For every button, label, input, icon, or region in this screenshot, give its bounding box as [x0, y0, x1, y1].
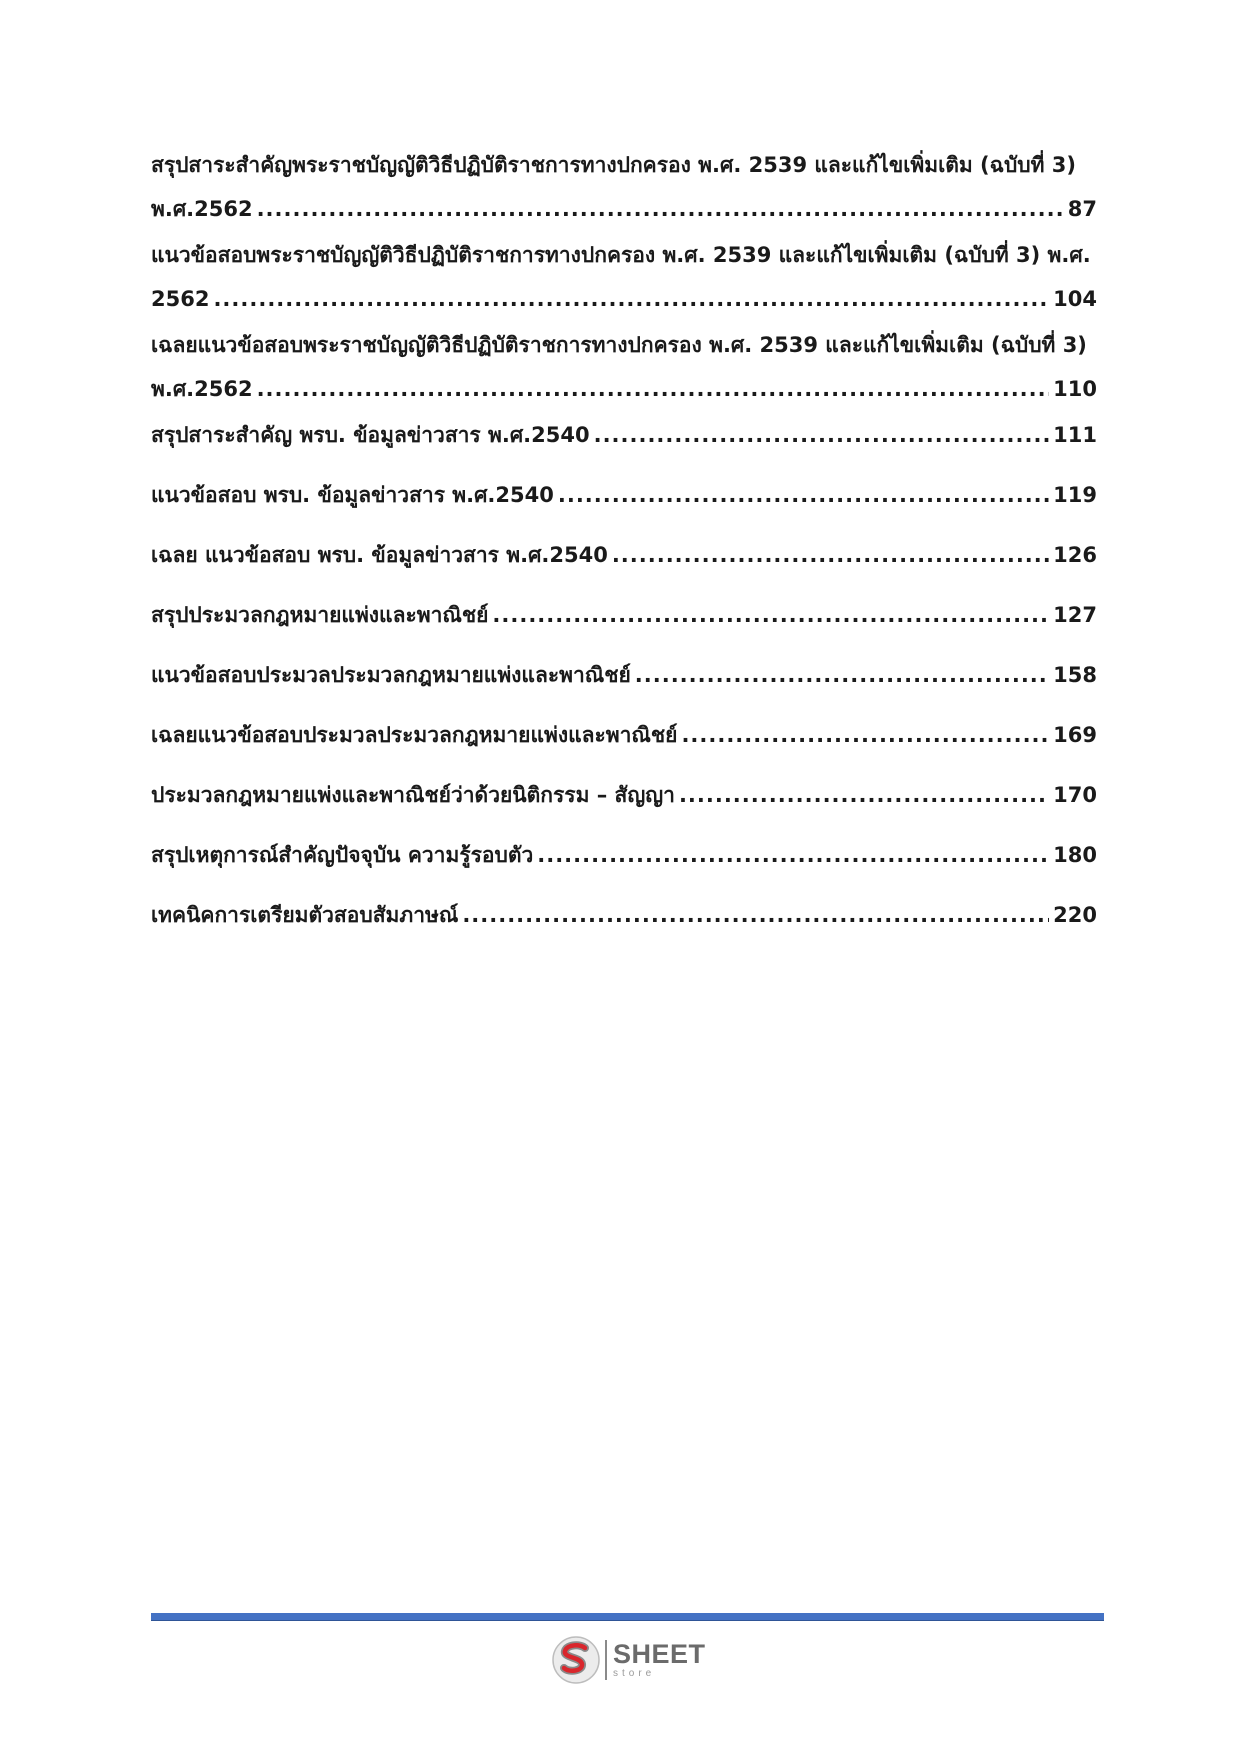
dot-leader	[213, 284, 1049, 314]
toc-entry[interactable]	[151, 600, 1097, 630]
dot-leader	[612, 540, 1049, 570]
toc-entry-title: แนวข้อสอบ พรบ. ข้อมูลข่าวสาร พ.ศ.2540	[151, 483, 554, 507]
table-of-contents	[151, 150, 1097, 960]
toc-entry-title: แนวข้อสอบประมวลประมวลกฎหมายแพ่งและพาณิชย์	[151, 663, 631, 687]
dot-leader	[594, 420, 1050, 450]
toc-entry-title: สรุปประมวลกฎหมายแพ่งและพาณิชย์	[151, 603, 489, 627]
toc-entry-row	[151, 480, 1097, 510]
toc-page-number: 104	[1053, 287, 1097, 311]
toc-entry-row	[151, 840, 1097, 870]
dot-leader	[257, 194, 1064, 224]
logo-separator	[605, 1640, 607, 1680]
toc-entry[interactable]	[151, 660, 1097, 690]
toc-page-number: 170	[1053, 783, 1097, 807]
dot-leader	[681, 720, 1049, 750]
toc-entry-title: พ.ศ.2562	[151, 197, 253, 221]
toc-entry-title: เทคนิคการเตรียมตัวสอบสัมภาษณ์	[151, 903, 459, 927]
sheet-store-logo	[551, 1634, 706, 1686]
toc-entry-title: เฉลยแนวข้อสอบประมวลประมวลกฎหมายแพ่งและพาณิชย์	[151, 723, 678, 747]
toc-entry-row	[151, 284, 1097, 314]
toc-entry-row	[151, 720, 1097, 750]
toc-page-number: 158	[1053, 663, 1097, 687]
dot-leader	[635, 660, 1049, 690]
toc-page-number: 169	[1053, 723, 1097, 747]
toc-entry[interactable]	[151, 840, 1097, 870]
toc-entry-title: 2562	[151, 287, 210, 311]
toc-entry-row	[151, 900, 1097, 930]
toc-entry-title-line1: เฉลยแนวข้อสอบพระราชบัญญัติวิธีปฏิบัติราชการทางปกครอง พ.ศ. 2539 และแก้ไขเพิ่มเติม (ฉบับที่ 3)	[151, 333, 1087, 357]
toc-page-number: 127	[1053, 603, 1097, 627]
logo-text	[613, 1641, 706, 1679]
toc-entry[interactable]	[151, 240, 1097, 314]
dot-leader	[558, 480, 1049, 510]
dot-leader	[462, 900, 1049, 930]
toc-entry-row	[151, 780, 1097, 810]
toc-page-number: 119	[1053, 483, 1097, 507]
sheet-store-logo-icon	[551, 1635, 601, 1685]
toc-entry-title: ประมวลกฎหมายแพ่งและพาณิชย์ว่าด้วยนิติกรรม – สัญญา	[151, 783, 675, 807]
logo-word: SHEET	[613, 1639, 706, 1669]
dot-leader	[679, 780, 1049, 810]
toc-entry-title: สรุปเหตุการณ์สำคัญปัจจุบัน ความรู้รอบตัว	[151, 843, 534, 867]
toc-entry-row	[151, 600, 1097, 630]
toc-entry-title: พ.ศ.2562	[151, 377, 253, 401]
toc-entry-row	[151, 194, 1097, 224]
toc-entry-title-line1: สรุปสาระสำคัญพระราชบัญญัติวิธีปฏิบัติราชการทางปกครอง พ.ศ. 2539 และแก้ไขเพิ่มเติม (ฉบับที่ 3)	[151, 153, 1076, 177]
toc-page-number: 111	[1053, 423, 1097, 447]
toc-entry-title: เฉลย แนวข้อสอบ พรบ. ข้อมูลข่าวสาร พ.ศ.2540	[151, 543, 608, 567]
toc-entry[interactable]	[151, 540, 1097, 570]
dot-leader	[537, 840, 1049, 870]
toc-entry-title-line1: แนวข้อสอบพระราชบัญญัติวิธีปฏิบัติราชการทางปกครอง พ.ศ. 2539 และแก้ไขเพิ่มเติม (ฉบับที่ 3) พ.ศ.	[151, 243, 1091, 267]
toc-page-number: 220	[1053, 903, 1097, 927]
dot-leader	[492, 600, 1049, 630]
toc-entry[interactable]	[151, 330, 1097, 404]
toc-entry-row	[151, 540, 1097, 570]
toc-entry[interactable]	[151, 720, 1097, 750]
toc-entry-title: สรุปสาระสำคัญ พรบ. ข้อมูลข่าวสาร พ.ศ.2540	[151, 423, 590, 447]
logo-subtitle: store	[613, 1668, 656, 1679]
toc-page-number: 126	[1053, 543, 1097, 567]
dot-leader	[257, 374, 1050, 404]
toc-entry[interactable]	[151, 150, 1097, 224]
toc-entry-row	[151, 420, 1097, 450]
toc-entry[interactable]	[151, 900, 1097, 930]
toc-page-number: 110	[1053, 377, 1097, 401]
toc-page-number: 87	[1067, 197, 1097, 221]
toc-entry[interactable]	[151, 780, 1097, 810]
toc-page-number: 180	[1053, 843, 1097, 867]
toc-entry[interactable]	[151, 480, 1097, 510]
toc-entry-row	[151, 660, 1097, 690]
toc-entry-row	[151, 374, 1097, 404]
toc-entry[interactable]	[151, 420, 1097, 450]
footer-divider	[151, 1613, 1104, 1621]
